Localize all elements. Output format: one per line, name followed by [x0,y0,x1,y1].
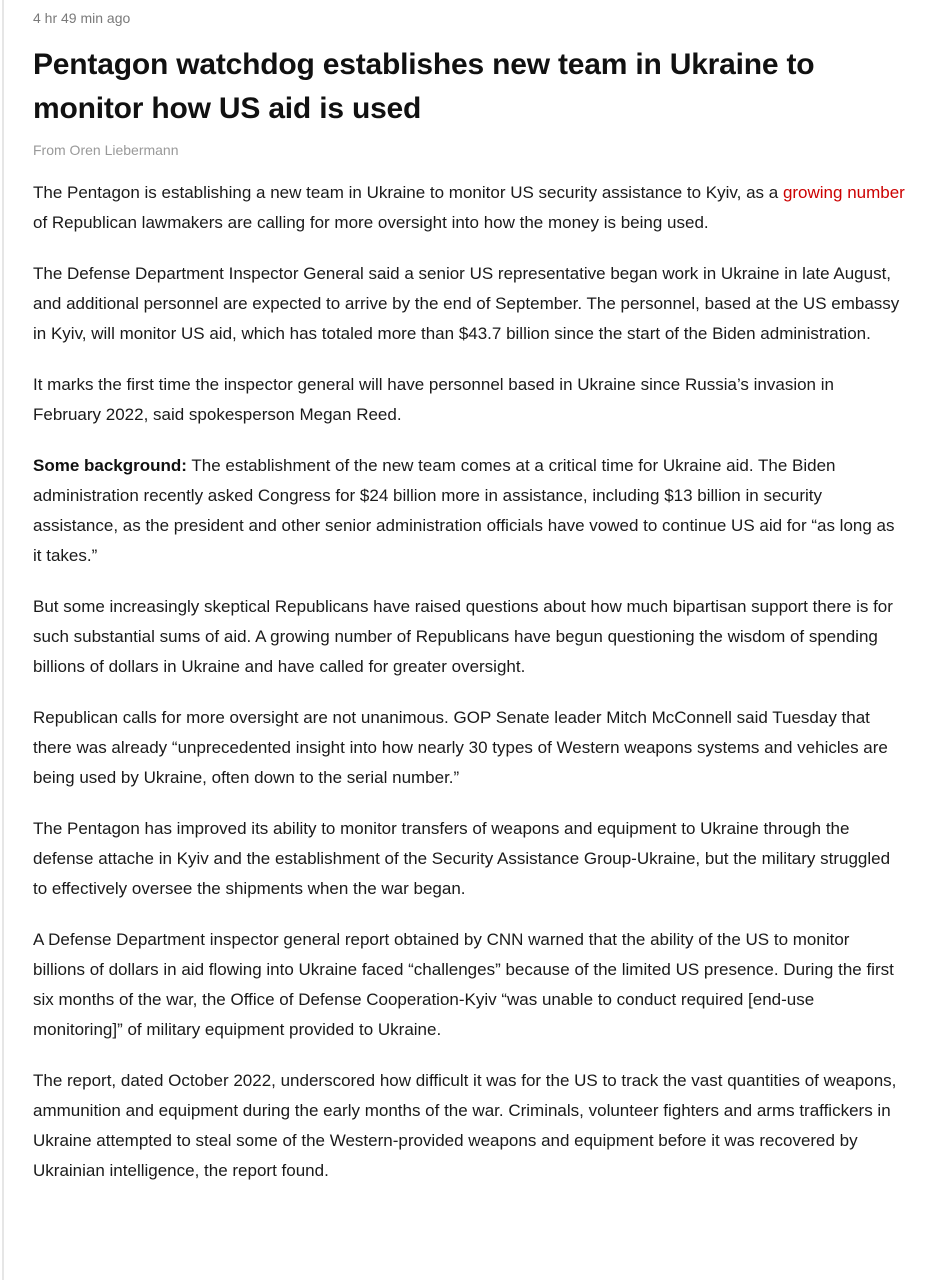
paragraph [33,703,905,793]
text-segment: The Pentagon is establishing a new team in Ukraine to monitor US security assistance to Kyiv, as a [33,183,783,202]
paragraph [33,592,905,682]
paragraph [33,259,905,349]
text-segment: But some increasingly skeptical Republicans have raised questions about how much bipartisan support there is for such substantial sums of aid. A growing number of Republicans have begun questioning the wisdom of spending billions of dollars in Ukraine and have called for greater oversight. [33,597,893,676]
post-timestamp: 4 hr 49 min ago [33,10,131,26]
paragraph [33,178,905,238]
text-segment: Republican calls for more oversight are not unanimous. GOP Senate leader Mitch McConnell said Tuesday that there was already “unprecedented insight into how nearly 30 types of Western weapons systems and vehicles are being used by Ukraine, often down to the serial number.” [33,708,888,787]
paragraph [33,451,905,571]
text-segment: The establishment of the new team comes at a critical time for Ukraine aid. The Biden administration recently asked Congress for $24 billion more in assistance, including $13 billion in security assistance, as the president and other senior administration officials have vowed to continue US aid for “as long as it takes.” [33,456,895,565]
text-segment: The Pentagon has improved its ability to monitor transfers of weapons and equipment to Ukraine through the defense attache in Kyiv and the establishment of the Security Assistance Group-Ukraine, but the military struggled to effectively oversee the shipments when the war began. [33,819,891,898]
text-segment: It marks the first time the inspector general will have personnel based in Ukraine since Russia’s invasion in February 2022, said spokesperson Megan Reed. [33,375,834,424]
post-body [33,178,905,1186]
text-segment: A Defense Department inspector general report obtained by CNN warned that the ability of the US to monitor billions of dollars in aid flowing into Ukraine faced “challenges” because of the limited US presence. During the first six months of the war, the Office of Defense Cooperation-Kyiv “was unable to conduct required [end-use monitoring]” of military equipment provided to Ukraine. [33,930,894,1039]
text-segment: of Republican lawmakers are calling for more oversight into how the money is being used. [33,213,709,232]
text-segment: The report, dated October 2022, underscored how difficult it was for the US to track the vast quantities of weapons, ammunition and equipment during the early months of the war. Criminals, volunteer fighters and arms traffickers in Ukraine attempted to steal some of the Western-provided weapons and equipment before it was recovered by Ukrainian intelligence, the report found. [33,1071,897,1180]
paragraph [33,925,905,1045]
inline-article-link[interactable]: growing number [782,183,905,202]
bold-lead-in: Some background: [33,456,187,475]
paragraph [33,1066,905,1186]
post-left-border [2,0,4,1280]
text-segment: The Defense Department Inspector General said a senior US representative began work in Ukraine in late August, and additional personnel are expected to arrive by the end of September. The personnel, based at the US embassy in Kyiv, will monitor US aid, which has totaled more than $43.7 billion since the start of the Biden administration. [33,264,900,343]
paragraph [33,370,905,430]
post-headline: Pentagon watchdog establishes new team in Ukraine to monitor how US aid is used [33,48,815,125]
post-byline: From Oren Liebermann [33,142,179,158]
paragraph [33,814,905,904]
